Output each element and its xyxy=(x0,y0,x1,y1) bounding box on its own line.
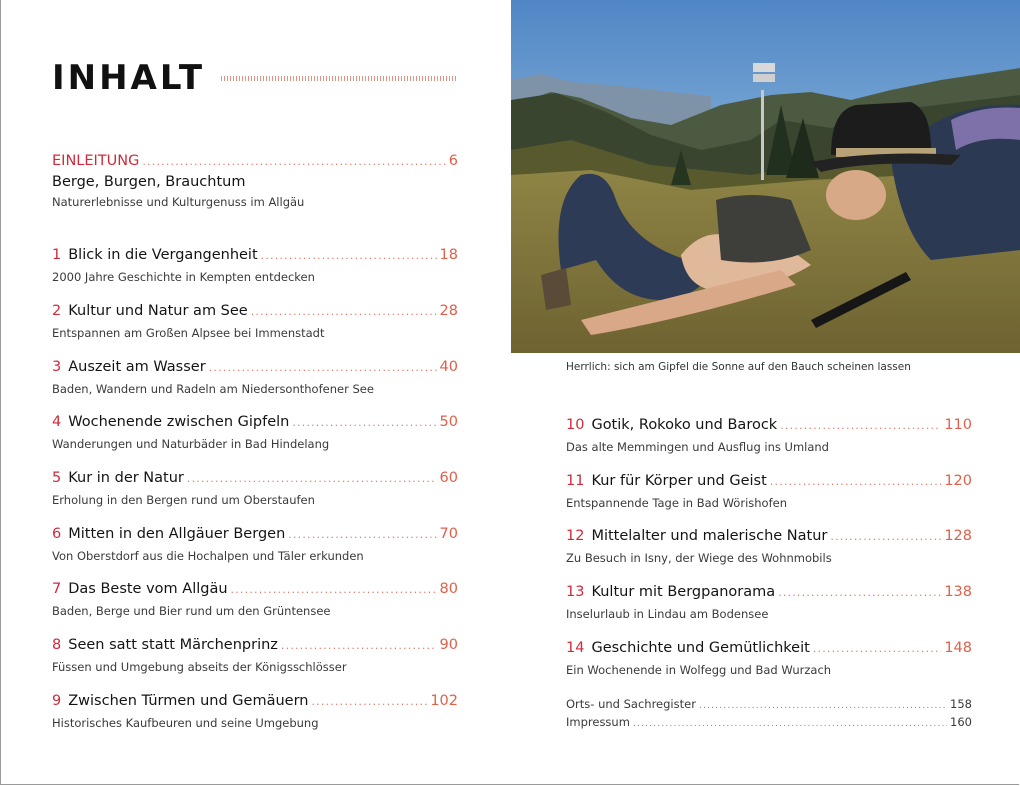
chapter-number: 11 xyxy=(566,473,585,489)
chapter-number: 9 xyxy=(52,693,62,709)
chapter-number: 13 xyxy=(566,584,585,600)
toc-entry-chapter-2[interactable] xyxy=(52,302,458,340)
chapter-number: 10 xyxy=(566,417,585,433)
chapter-title: Blick in die Vergangenheit xyxy=(68,247,258,263)
toc-line xyxy=(566,527,972,546)
dot-leader xyxy=(830,528,941,546)
chapter-number: 6 xyxy=(52,526,62,542)
chapter-subtitle: 2000 Jahre Geschichte in Kempten entdecken xyxy=(52,270,315,284)
toc-line xyxy=(52,525,458,544)
page-number: 138 xyxy=(944,584,972,600)
chapter-title: Gotik, Rokoko und Barock xyxy=(591,417,778,433)
chapter-subtitle: Das alte Memmingen und Ausflug ins Umland xyxy=(566,440,829,454)
toc-entry-chapter-6[interactable] xyxy=(52,525,458,563)
toc-entry-index[interactable] xyxy=(566,697,972,713)
chapter-subtitle: Baden, Berge und Bier rund um den Grüntensee xyxy=(52,604,331,618)
page-number: 80 xyxy=(439,581,458,597)
toc-line xyxy=(52,636,458,655)
chapter-title: Kultur und Natur am See xyxy=(68,303,248,319)
dot-leader xyxy=(633,717,947,731)
page-number: 102 xyxy=(430,693,458,709)
chapter-subtitle: Ein Wochenende in Wolfegg und Bad Wurzach xyxy=(566,663,832,677)
right-page xyxy=(510,0,1020,786)
toc-line xyxy=(52,302,458,321)
dot-leader xyxy=(813,640,941,658)
page-number: 50 xyxy=(439,414,458,430)
chapter-number: 8 xyxy=(52,637,62,653)
hero-photo xyxy=(511,0,1020,353)
dot-leader xyxy=(261,247,437,265)
toc-line xyxy=(566,472,972,491)
toc-line xyxy=(566,416,972,435)
chapter-subtitle: Erholung in den Bergen rund um Oberstaufen xyxy=(52,493,315,507)
chapter-subtitle: Wanderungen und Naturbäder in Bad Hindelang xyxy=(52,437,330,451)
dot-leader xyxy=(778,584,941,602)
toc-entry-chapter-12[interactable] xyxy=(566,527,972,565)
intro-label: EINLEITUNG xyxy=(52,153,140,169)
toc-line xyxy=(52,413,458,432)
toc-line xyxy=(566,583,972,602)
chapter-title: Mitten in den Allgäuer Bergen xyxy=(68,526,286,542)
page-number: 120 xyxy=(944,473,972,489)
chapter-number: 5 xyxy=(52,470,62,486)
photo-illustration xyxy=(511,0,1020,353)
intro-heading: Berge, Burgen, Brauchtum xyxy=(52,174,246,190)
dot-leader xyxy=(699,699,947,713)
page-number: 90 xyxy=(439,637,458,653)
toc-entry-imprint[interactable] xyxy=(566,715,972,731)
chapter-subtitle: Füssen und Umgebung abseits der Königsschlösser xyxy=(52,660,347,674)
toc-line xyxy=(52,246,458,265)
chapter-number: 1 xyxy=(52,247,62,263)
appendix-title: Impressum xyxy=(566,715,630,729)
chapter-title: Seen satt statt Märchenprinz xyxy=(68,637,278,653)
chapter-title: Auszeit am Wasser xyxy=(68,359,206,375)
photo-caption: Herrlich: sich am Gipfel die Sonne auf den Bauch scheinen lassen xyxy=(566,361,911,373)
chapter-title: Kultur mit Bergpanorama xyxy=(591,584,776,600)
toc-line xyxy=(566,697,972,713)
toc-entry-intro[interactable] xyxy=(52,152,458,209)
toc-line xyxy=(52,469,458,488)
dot-leader xyxy=(770,473,942,491)
chapter-number: 7 xyxy=(52,581,62,597)
chapter-number: 12 xyxy=(566,528,585,544)
page-number: 6 xyxy=(448,153,458,169)
title-decorative-rule xyxy=(221,76,457,81)
toc-entry-chapter-7[interactable] xyxy=(52,580,458,618)
chapter-number: 4 xyxy=(52,414,62,430)
chapter-title: Das Beste vom Allgäu xyxy=(68,581,228,597)
chapter-title: Kur in der Natur xyxy=(68,470,184,486)
page-number: 28 xyxy=(439,303,458,319)
chapter-title: Wochenende zwischen Gipfeln xyxy=(68,414,290,430)
dot-leader xyxy=(288,526,436,544)
dot-leader xyxy=(209,359,437,377)
dot-leader xyxy=(142,153,445,171)
page-number: 160 xyxy=(950,715,972,729)
page-number: 60 xyxy=(439,470,458,486)
toc-entry-chapter-10[interactable] xyxy=(566,416,972,454)
dot-leader xyxy=(780,417,941,435)
chapter-number: 2 xyxy=(52,303,62,319)
toc-entry-chapter-9[interactable] xyxy=(52,692,458,730)
chapter-subtitle: Baden, Wandern und Radeln am Niedersonthofener See xyxy=(52,382,374,396)
toc-entry-chapter-3[interactable] xyxy=(52,358,458,396)
page-number: 110 xyxy=(944,417,972,433)
dot-leader xyxy=(281,637,437,655)
chapter-number: 3 xyxy=(52,359,62,375)
page-number: 128 xyxy=(944,528,972,544)
toc-line xyxy=(52,152,458,171)
page-number: 40 xyxy=(439,359,458,375)
toc-line xyxy=(566,639,972,658)
chapter-subtitle: Inselurlaub in Lindau am Bodensee xyxy=(566,607,769,621)
appendix-title: Orts- und Sachregister xyxy=(566,697,696,711)
intro-subtitle: Naturerlebnisse und Kulturgenuss im Allgäu xyxy=(52,195,305,209)
toc-line xyxy=(52,358,458,377)
toc-line xyxy=(566,715,972,731)
chapter-subtitle: Entspannen am Großen Alpsee bei Immenstadt xyxy=(52,326,325,340)
dot-leader xyxy=(292,414,436,432)
page-title: INHALT xyxy=(52,58,206,98)
chapter-subtitle: Historisches Kaufbeuren und seine Umgebung xyxy=(52,716,319,730)
chapter-number: 14 xyxy=(566,640,585,656)
dot-leader xyxy=(187,470,437,488)
page-number: 158 xyxy=(950,697,972,711)
page-number: 18 xyxy=(439,247,458,263)
chapter-title: Geschichte und Gemütlichkeit xyxy=(591,640,810,656)
toc-entry-chapter-4[interactable] xyxy=(52,413,458,451)
toc-entry-chapter-11[interactable] xyxy=(566,472,972,510)
page-number: 148 xyxy=(944,640,972,656)
chapter-subtitle: Von Oberstdorf aus die Hochalpen und Täler erkunden xyxy=(52,549,364,563)
chapter-title: Kur für Körper und Geist xyxy=(591,473,767,489)
toc-entry-chapter-13[interactable] xyxy=(566,583,972,621)
chapter-title: Mittelalter und malerische Natur xyxy=(591,528,828,544)
toc-entry-chapter-1[interactable] xyxy=(52,246,458,284)
chapter-subtitle: Zu Besuch in Isny, der Wiege des Wohnmobils xyxy=(566,551,832,565)
dot-leader xyxy=(231,581,437,599)
dot-leader xyxy=(251,303,437,321)
page-number: 70 xyxy=(439,526,458,542)
toc-entry-chapter-5[interactable] xyxy=(52,469,458,507)
toc-entry-chapter-8[interactable] xyxy=(52,636,458,674)
chapter-title: Zwischen Türmen und Gemäuern xyxy=(68,693,309,709)
chapter-subtitle: Entspannende Tage in Bad Wörishofen xyxy=(566,496,787,510)
dot-leader xyxy=(311,693,427,711)
toc-line xyxy=(52,692,458,711)
toc-entry-chapter-14[interactable] xyxy=(566,639,972,677)
toc-line xyxy=(52,580,458,599)
